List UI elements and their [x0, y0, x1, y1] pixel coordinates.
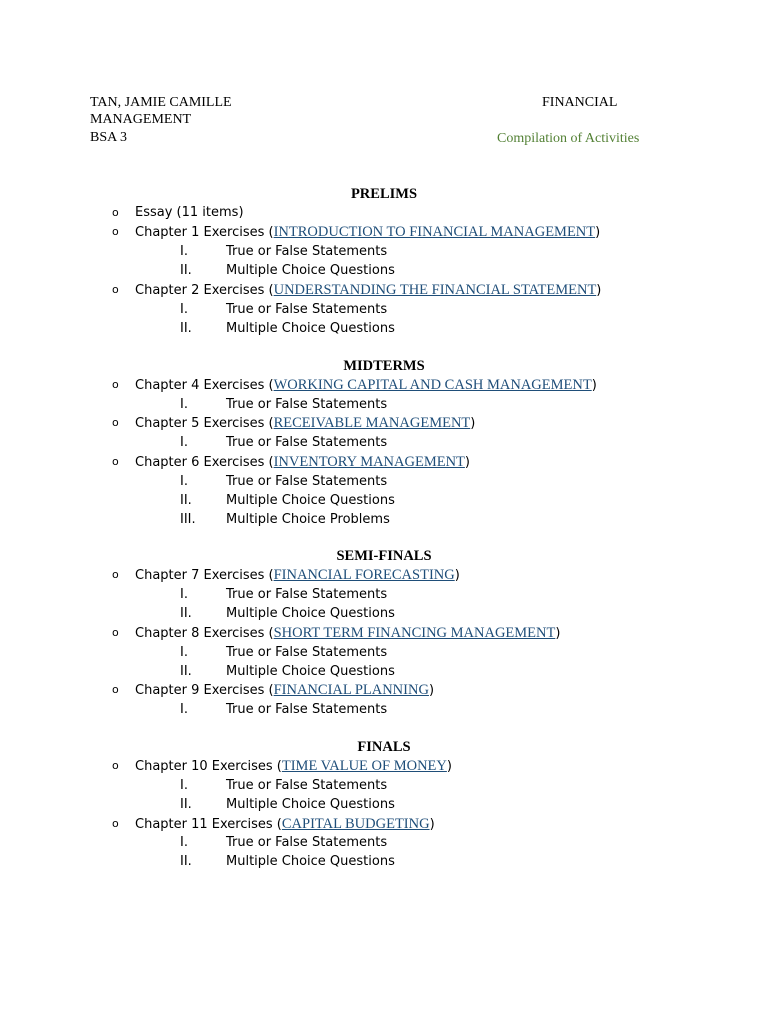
chapter-6-link[interactable]: INVENTORY MANAGEMENT [273, 454, 465, 470]
chapter-9-link[interactable]: FINANCIAL PLANNING [273, 682, 429, 698]
bullet-icon: o [112, 283, 119, 296]
bullet-icon: o [112, 378, 119, 391]
subject-title-line2: MANAGEMENT [90, 112, 192, 127]
chapter-11-link[interactable]: CAPITAL BUDGETING [281, 816, 430, 832]
chapter-10-link[interactable]: TIME VALUE OF MONEY [281, 758, 447, 774]
bullet-icon: o [112, 759, 119, 772]
section-title-finals: FINALS [357, 739, 411, 755]
section-label: BSA 3 [90, 130, 127, 145]
chapter-5-link[interactable]: RECEIVABLE MANAGEMENT [273, 415, 471, 431]
chapter-1-link[interactable]: INTRODUCTION TO FINANCIAL MANAGEMENT [273, 224, 596, 240]
bullet-icon: o [112, 225, 119, 238]
bullet-icon: o [112, 568, 119, 581]
section-title-prelims: PRELIMS [350, 186, 418, 202]
chapter-7-link[interactable]: FINANCIAL FORECASTING [273, 567, 455, 583]
bullet-icon: o [112, 416, 119, 429]
bullet-icon: o [112, 206, 119, 219]
chapter-2-link[interactable]: UNDERSTANDING THE FINANCIAL STATEMENT [273, 282, 597, 298]
chapter-4-link[interactable]: WORKING CAPITAL AND CASH MANAGEMENT [273, 377, 592, 393]
document-subtitle: Compilation of Activities [497, 131, 640, 146]
chapter-8-link[interactable]: SHORT TERM FINANCING MANAGEMENT [273, 625, 556, 641]
section-title-semifinals: SEMI-FINALS [336, 548, 432, 564]
bullet-icon: o [112, 683, 119, 696]
bullet-icon: o [112, 817, 119, 830]
subject-title-line1: FINANCIAL [542, 95, 618, 110]
section-title-midterms: MIDTERMS [343, 358, 425, 374]
student-name: TAN, JAMIE CAMILLE [90, 95, 232, 110]
bullet-icon: o [112, 626, 119, 639]
bullet-icon: o [112, 455, 119, 468]
